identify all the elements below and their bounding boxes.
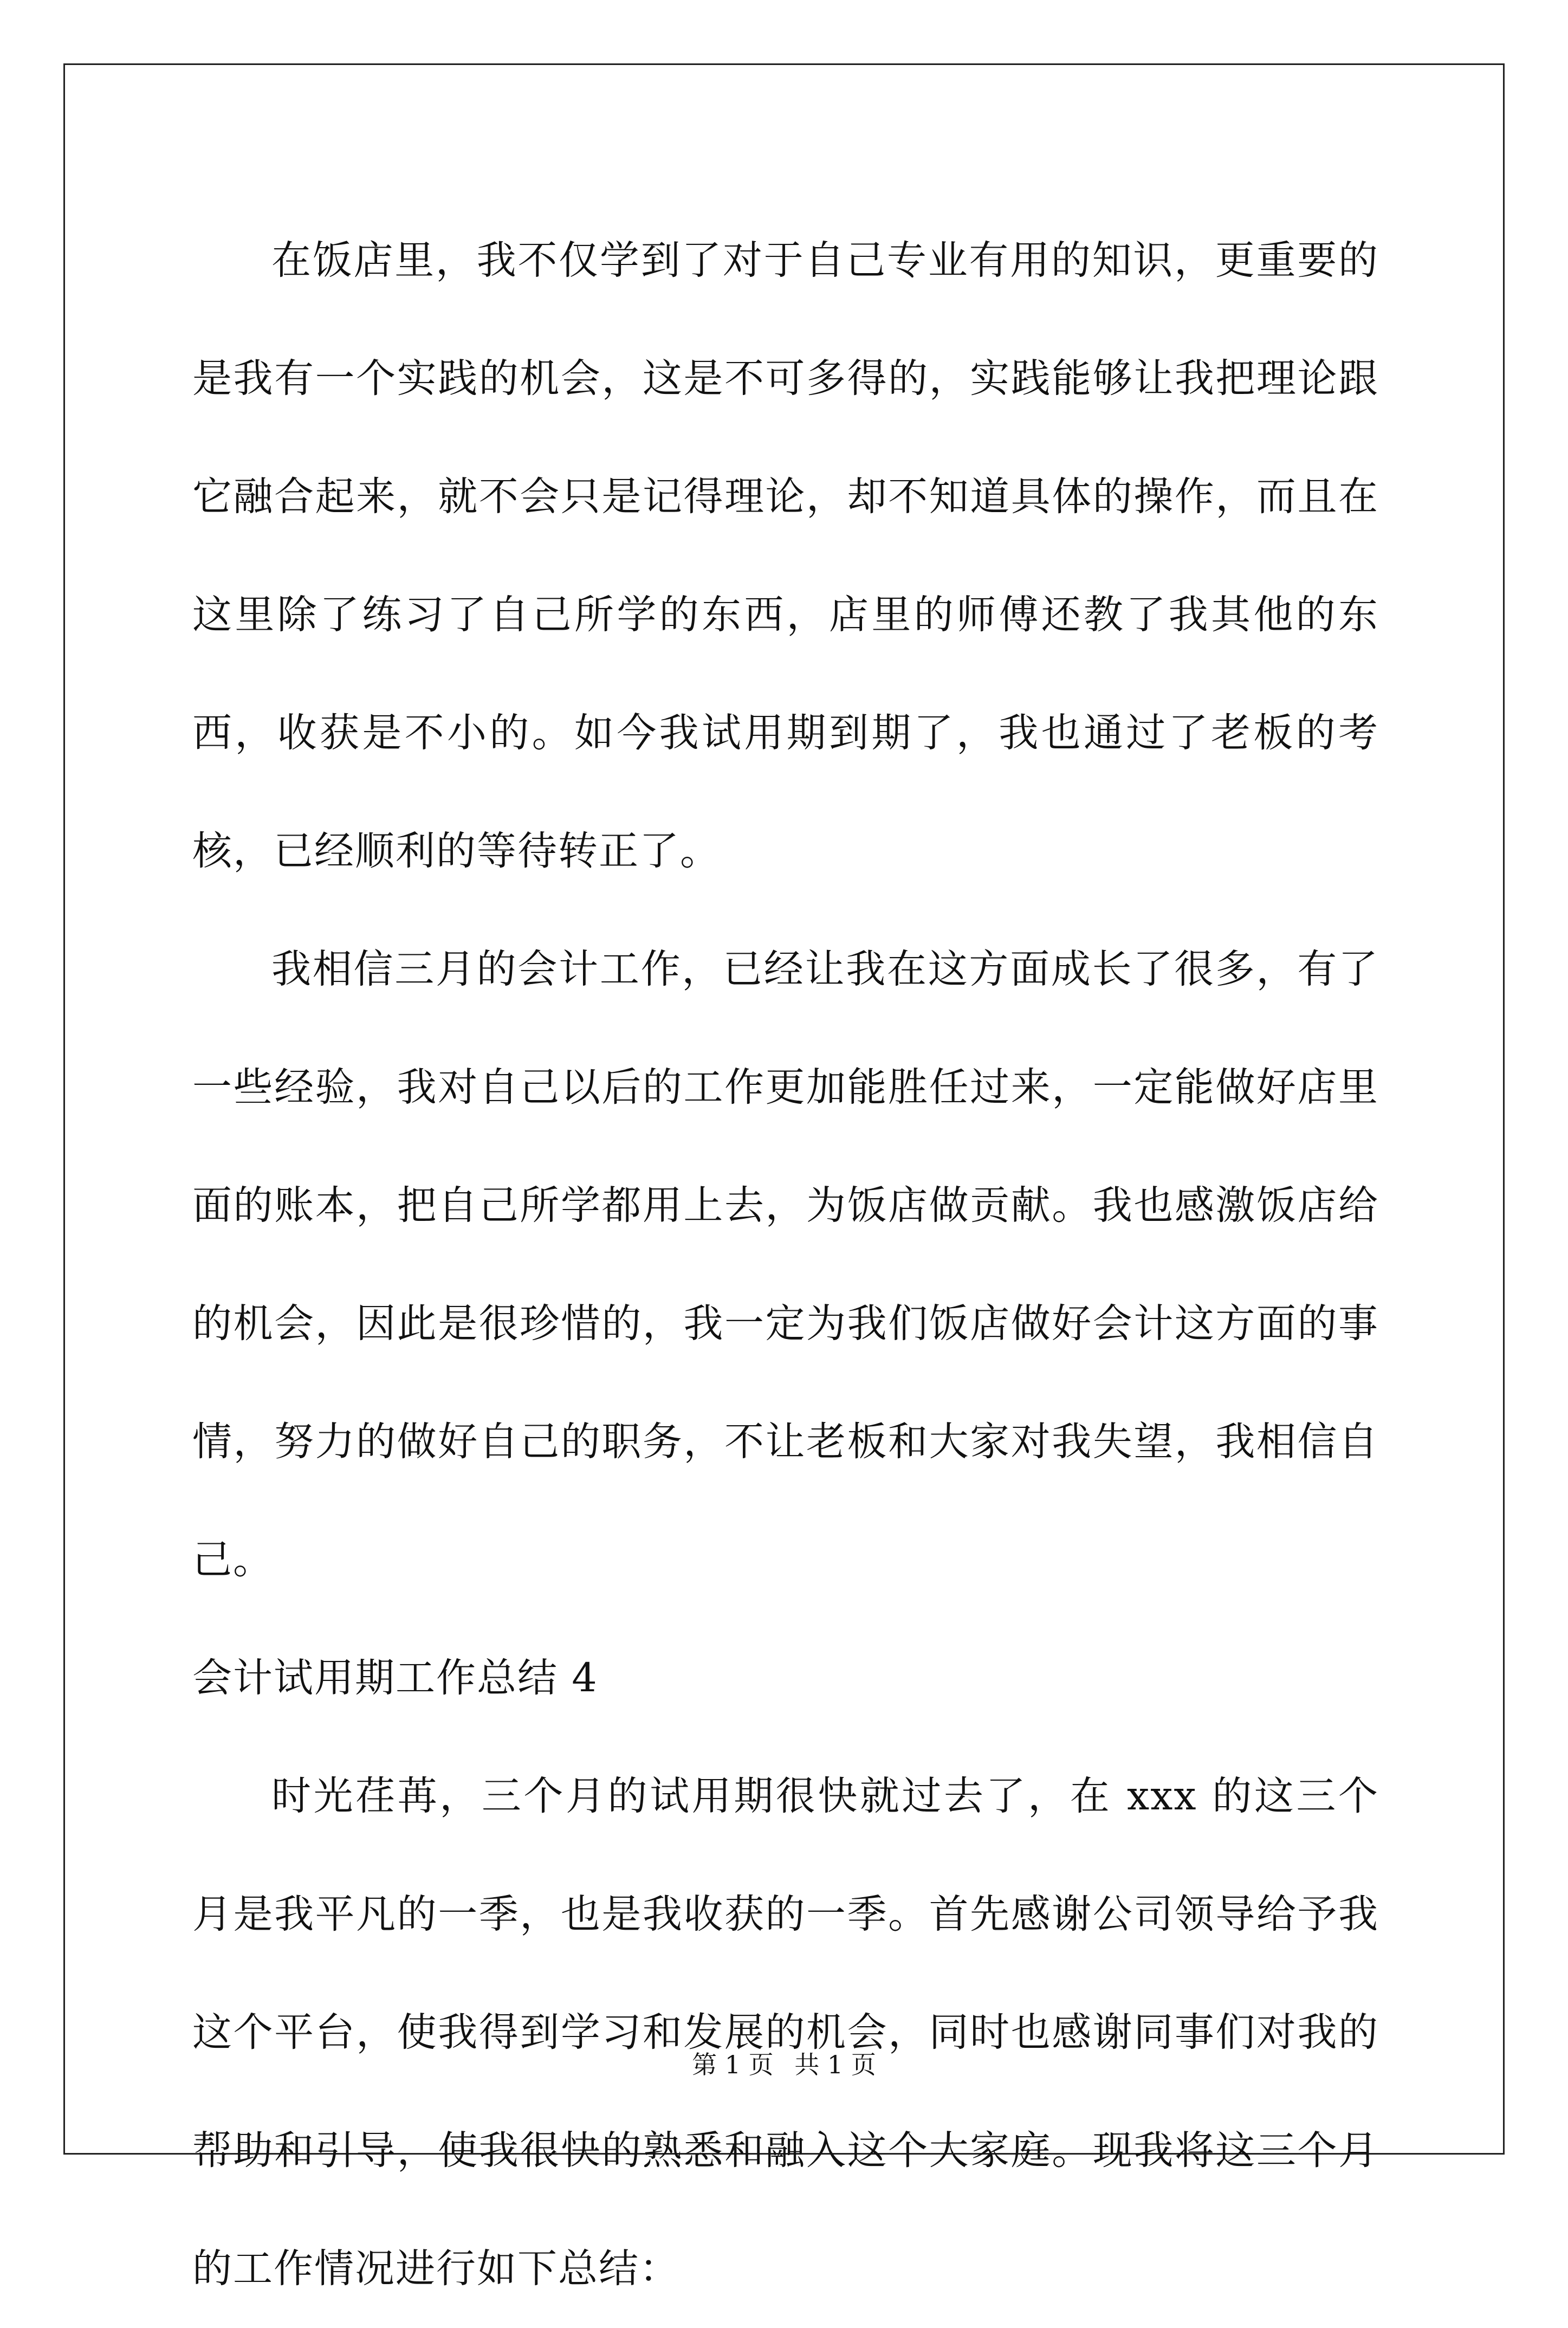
document-body xyxy=(192,202,1379,2328)
paragraph-2: 我相信三月的会计工作，已经让我在这方面成长了很多，有了一些经验，我对自己以后的工作更加能胜任过来，一定能做好店里面的账本，把自己所学都用上去，为饭店做贡献。我也感激饭店给的机会，因此是很珍惜的，我一定为我们饭店做好会计这方面的事情，努力的做好自己的职务，不让老板和大家对我失望，我相信自己。 xyxy=(192,946,1379,1583)
section-heading: 会计试用期工作总结 4 xyxy=(192,1655,598,1701)
paragraph-1: 在饭店里，我不仅学到了对于自己专业有用的知识，更重要的是我有一个实践的机会，这是不可多得的，实践能够让我把理论跟它融合起来，就不会只是记得理论，却不知道具体的操作，而且在这里除了练习了自己所学的东西，店里的师傅还教了我其他的东西，收获是不小的。如今我试用期到期了，我也通过了老板的考核，已经顺利的等待转正了。 xyxy=(192,237,1379,874)
paragraph-3: 时光荏苒，三个月的试用期很快就过去了，在 xxx 的这三个月是我平凡的一季，也是我收获的一季。首先感谢公司领导给予我这个平台，使我得到学习和发展的机会，同时也感谢同事们对我的帮助和引导，使我很快的熟悉和融入这个大家庭。现我将这三个月的工作情况进行如下总结： xyxy=(192,1773,1379,2292)
total-pages: 共 1 页 xyxy=(794,2050,876,2079)
page-number: 第 1 页 xyxy=(692,2050,774,2079)
page-footer xyxy=(0,2048,1568,2081)
